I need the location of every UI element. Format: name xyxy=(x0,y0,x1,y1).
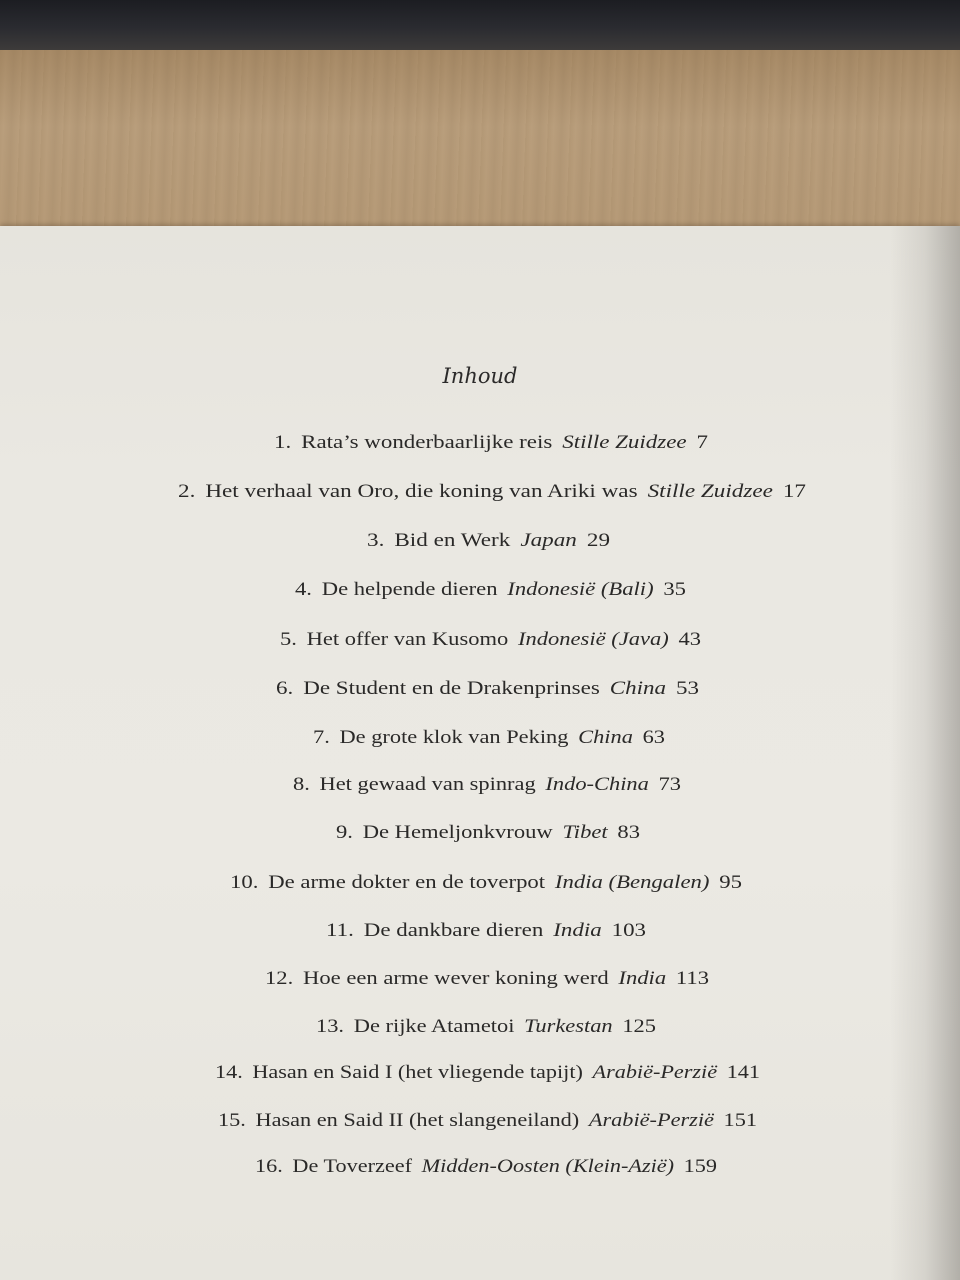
toc-entry-number: 6. xyxy=(276,679,294,699)
toc-entry xyxy=(293,776,681,795)
toc-entry xyxy=(218,1112,757,1131)
toc-entry-title: Rata’s wonderbaarlijke reis xyxy=(301,433,553,453)
toc-entry-title: De rijke Atametoi xyxy=(353,1017,515,1037)
toc-entry-title: De Hemeljonkvrouw xyxy=(362,823,553,843)
toc-entry-page: 7 xyxy=(696,433,708,453)
toc-entry xyxy=(265,970,709,989)
toc-entry xyxy=(215,1064,760,1083)
toc-entry xyxy=(316,1018,656,1037)
toc-entry xyxy=(336,824,640,843)
toc-entry-number: 16. xyxy=(255,1157,283,1177)
toc-entry-title: De grote klok van Peking xyxy=(339,728,569,748)
toc-entry-title: Hoe een arme wever koning werd xyxy=(303,969,609,989)
toc-entry-page: 29 xyxy=(586,531,611,551)
toc-entry-title: Het verhaal van Oro, die koning van Ariki was xyxy=(205,482,638,502)
toc-entry-number: 14. xyxy=(215,1063,243,1083)
toc-entry-region: Japan xyxy=(520,531,577,551)
toc-entry-region: Stille Zuidzee xyxy=(647,482,773,502)
toc-entry xyxy=(326,922,646,941)
toc-entry-region: Arabië-Perzië xyxy=(592,1063,718,1083)
toc-entry-page: 113 xyxy=(675,969,710,989)
toc-entry-page: 141 xyxy=(726,1063,761,1083)
toc-entry xyxy=(295,581,686,600)
toc-entry-page: 103 xyxy=(611,921,647,941)
toc-entry-region: India xyxy=(553,921,602,941)
toc-entry-title: Hasan en Said I (het vliegende tapijt) xyxy=(252,1063,583,1083)
toc-entry-title: Het offer van Kusomo xyxy=(306,630,509,650)
toc-entry-page: 53 xyxy=(675,679,699,699)
toc-entry xyxy=(255,1158,717,1177)
toc-entry-page: 159 xyxy=(683,1157,717,1177)
toc-entry-title: De helpende dieren xyxy=(321,580,498,600)
toc-entry-region: Midden-Oosten (Klein-Azië) xyxy=(421,1157,675,1177)
toc-entry xyxy=(230,874,742,893)
toc-entry-number: 10. xyxy=(230,873,259,893)
toc-entry-page: 17 xyxy=(782,482,806,502)
toc-entry-number: 15. xyxy=(218,1111,246,1131)
toc-entry-title: De arme dokter en de toverpot xyxy=(268,873,546,893)
toc-title: Inhoud xyxy=(442,364,518,388)
toc-entry-number: 8. xyxy=(293,775,310,795)
toc-entry xyxy=(276,680,699,699)
toc-entry-region: China xyxy=(578,728,633,748)
toc-entry-region: India xyxy=(618,969,667,989)
toc-entry-title: Bid en Werk xyxy=(394,531,511,551)
toc-entry-title: Hasan en Said II (het slangeneiland) xyxy=(255,1111,580,1131)
toc-entry-region: China xyxy=(609,679,667,699)
toc-entry-title: De dankbare dieren xyxy=(363,921,544,941)
toc-entry-title: De Toverzeef xyxy=(292,1157,412,1177)
toc-entry-region: Indonesië (Java) xyxy=(518,630,669,650)
toc-entry-number: 7. xyxy=(313,728,330,748)
toc-entry-number: 1. xyxy=(274,433,292,453)
toc-entry-number: 3. xyxy=(367,531,385,551)
toc-entry-page: 151 xyxy=(723,1111,757,1131)
toc-entry-number: 5. xyxy=(280,630,297,650)
toc-entry-region: Indonesië (Bali) xyxy=(507,580,654,600)
toc-entry-number: 13. xyxy=(316,1017,345,1037)
toc-entry-page: 95 xyxy=(719,873,743,893)
toc-entry-region: Stille Zuidzee xyxy=(562,433,687,453)
toc-entry-region: Arabië-Perzië xyxy=(588,1111,714,1131)
toc-entry-number: 11. xyxy=(326,921,354,941)
toc-entry xyxy=(280,631,701,650)
toc-entry-page: 35 xyxy=(663,580,686,600)
toc-entry-title: De Student en de Drakenprinses xyxy=(303,679,600,699)
toc-entry xyxy=(367,532,610,551)
toc-entry-region: Turkestan xyxy=(524,1017,613,1037)
toc-entry-page: 83 xyxy=(617,823,641,843)
toc-entry-number: 9. xyxy=(336,823,353,843)
toc-entry-region: India (Bengalen) xyxy=(554,873,710,893)
toc-entry-region: Indo-China xyxy=(545,775,649,795)
toc-entry xyxy=(274,434,708,453)
toc-entry-number: 12. xyxy=(265,969,294,989)
toc-entry-page: 63 xyxy=(642,728,665,748)
toc-entry-title: Het gewaad van spinrag xyxy=(319,775,536,795)
toc-entry-region: Tibet xyxy=(562,823,608,843)
toc-entry-number: 2. xyxy=(178,482,196,502)
toc-entry-page: 125 xyxy=(622,1017,656,1037)
toc-entry-number: 4. xyxy=(295,580,312,600)
toc-entry-page: 73 xyxy=(658,775,682,795)
toc-entry xyxy=(313,729,665,748)
toc-entry-page: 43 xyxy=(678,630,701,650)
toc-entry xyxy=(178,483,806,502)
